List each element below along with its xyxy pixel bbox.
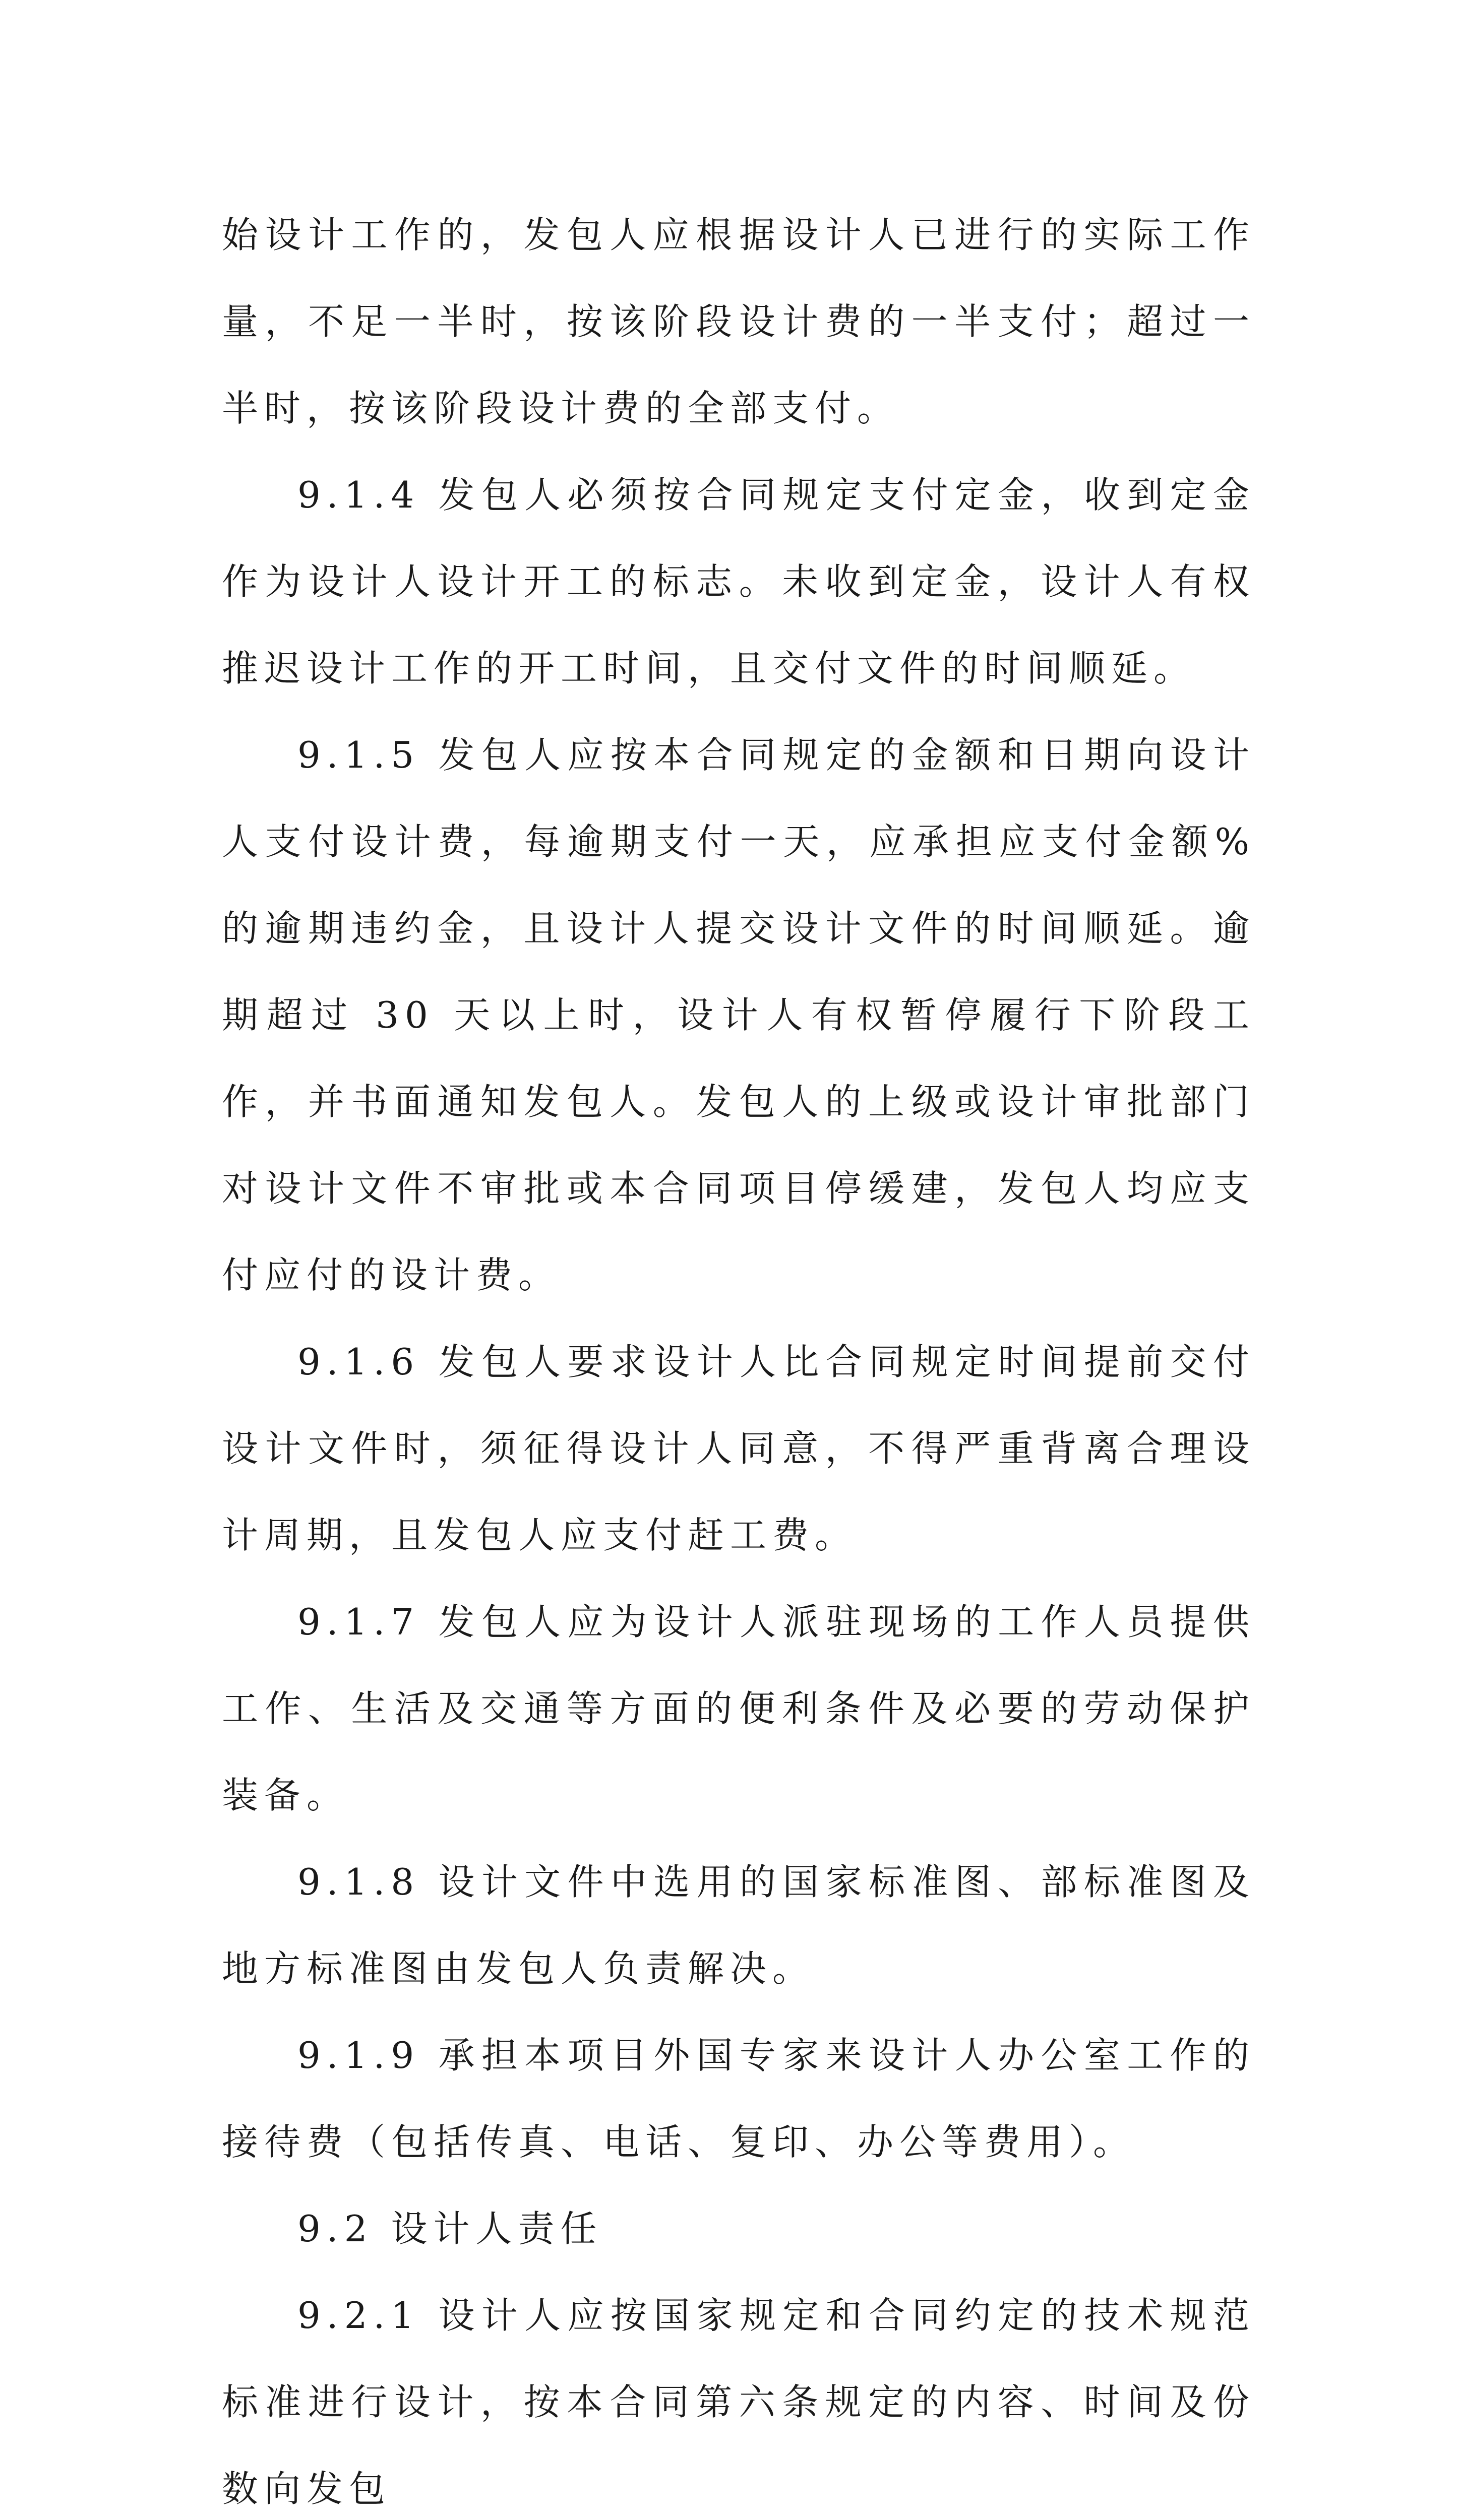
paragraph-9-1-9: 9.1.9 承担本项目外国专家来设计人办公室工作的接待费（包括传真、电话、复印、办公等费用）。 — [222, 2034, 1255, 2163]
section-heading-9-2: 9.2 设计人责任 — [297, 2208, 603, 2250]
paragraph-9-1-5: 9.1.5 发包人应按本合同规定的金额和日期向设计人支付设计费，每逾期支付一天，应承担应支付金额%的逾期违约金，且设计人提交设计文件的时间顺延。逾期超过 30 天以上时，设计人有权暂停履行下阶段工作，并书面通知发包人。发包人的上级或设计审批部门对设计文件不审批或本合同项目停缓建，发包人均应支付应付的设计费。 — [222, 734, 1255, 1296]
paragraph-continuation: 始设计工作的，发包人应根据设计人已进行的实际工作量，不足一半时，按该阶段设计费的一半支付；超过一半时，按该阶段设计费的全部支付。 — [222, 214, 1255, 429]
document-body — [222, 192, 1255, 2520]
paragraph-9-1-7: 9.1.7 发包人应为设计人派驻现场的工作人员提供工作、生活及交通等方面的便利条件及必要的劳动保护装备。 — [222, 1601, 1255, 1816]
paragraph-9-1-8: 9.1.8 设计文件中选用的国家标准图、部标准图及地方标准图由发包人负责解决。 — [222, 1861, 1255, 1990]
paragraph-9-1-4: 9.1.4 发包人必须按合同规定支付定金，收到定金作为设计人设计开工的标志。未收到定金，设计人有权推迟设计工作的开工时间，且交付文件的时间顺延。 — [222, 474, 1255, 689]
paragraph-9-2-1: 9.2.1 设计人应按国家规定和合同约定的技术规范标准进行设计，按本合同第六条规定的内容、时间及份数向发包 — [222, 2294, 1255, 2510]
paragraph-9-1-6: 9.1.6 发包人要求设计人比合同规定时间提前交付设计文件时，须征得设计人同意，不得严重背离合理设计周期，且发包人应支付赶工费。 — [222, 1341, 1255, 1556]
